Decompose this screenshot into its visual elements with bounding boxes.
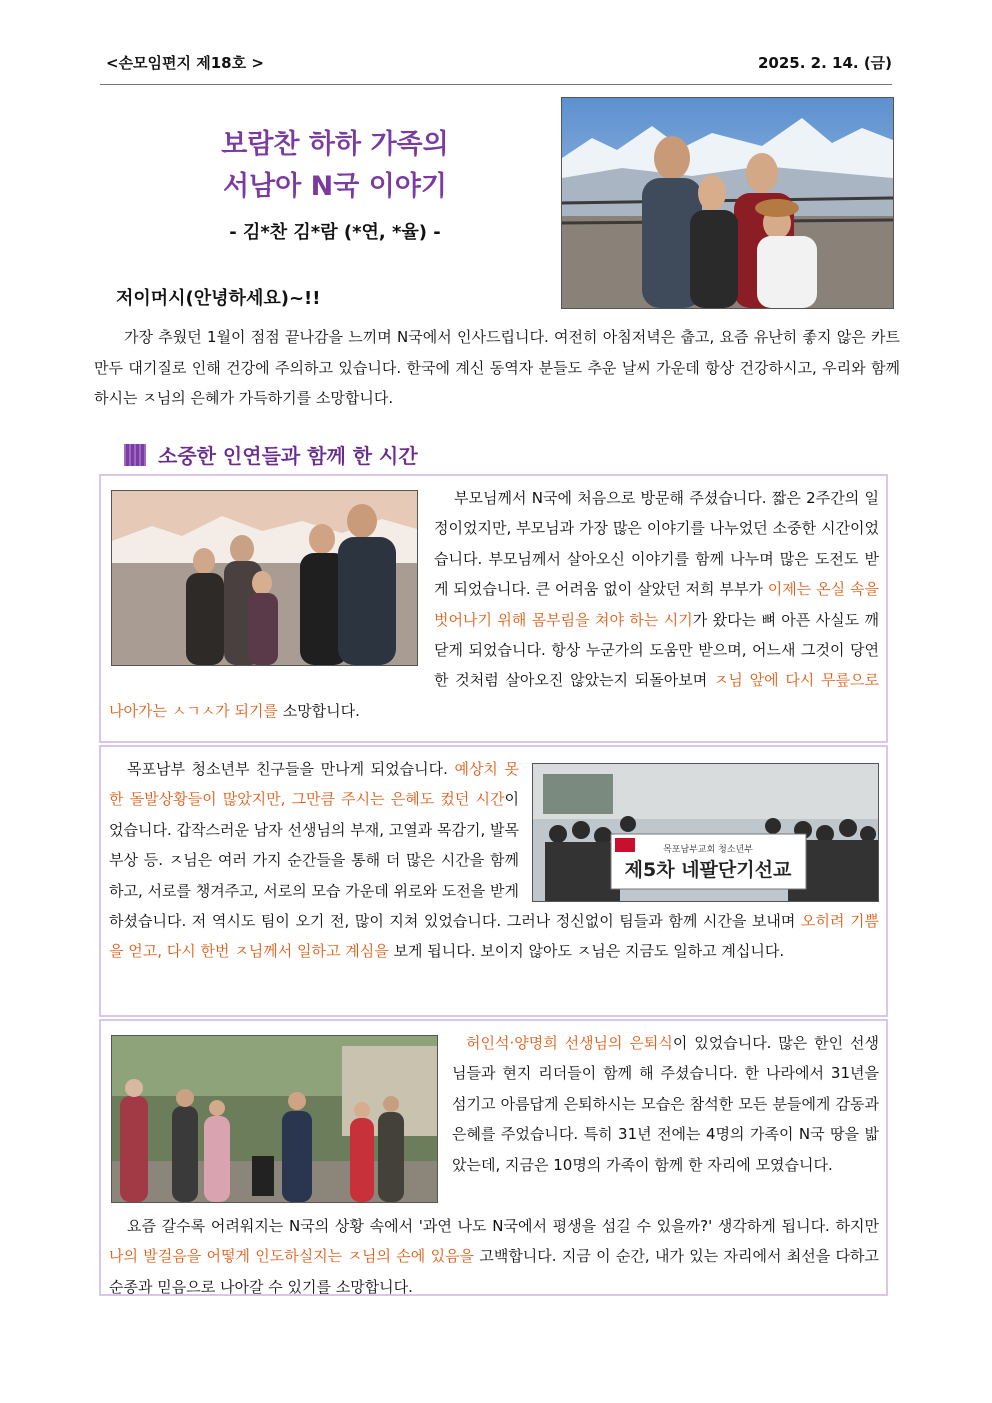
parents-story-text xyxy=(109,483,879,726)
parents-highlight-2: ㅈ님 앞에 다시 무릎으로 나아가는 ㅅㄱㅅ가 되기를 xyxy=(109,671,879,720)
banner-big-text: 제5차 네팔단기선교 xyxy=(624,859,792,881)
title-line-1: 보람찬 하하 가족의 xyxy=(221,129,449,160)
youth-highlight-2: 오히려 기쁨을 얻고, 다시 한번 ㅈ님께서 일하고 계심을 xyxy=(109,912,880,961)
youth-text-b: 이었습니다. 갑작스러운 남자 선생님의 부재, 고열과 목감기, 발목부상 등. ㅈ님은 여러 가지 순간들을 통해 더 많은 시간을 함께 하고, 서로를 챙겨주고, 서로의 모습 가운데 위로와 도전을 받게 하셨습니다. 저 역시도 팀이 오기 전, 많이 지쳐 있었습니다. 그러나 정신없이 팀들과 함께 시간을 보내며 xyxy=(109,790,801,931)
section-marker-icon xyxy=(124,444,146,466)
story-box-retirement xyxy=(99,1019,888,1296)
closing-text-b: 고백합니다. 지금 이 순간, 내가 있는 자리에서 최선을 다하고 순종과 믿음으로 나아갈 수 있기를 소망합니다. xyxy=(109,1247,879,1296)
retirement-text-a: 이 있었습니다. 많은 한인 선생님들과 현지 리더들이 함께 해 주셨습니다. 한 나라에서 31년을 섬기고 아름답게 은퇴하시는 모습은 참석한 모든 분들에게 감동과 은혜를 주었습니다. 특히 31년 전에는 4명의 가족이 N국 땅을 밟았는데, 지금은 10명의 가족이 함께 한 자리에 모였습니다. xyxy=(452,1034,879,1174)
closing-text-a: 요즘 갈수록 어려워지는 N국의 상황 속에서 '과연 나도 N국에서 평생을 섬길 수 있을까?' 생각하게 됩니다. 하지만 xyxy=(127,1217,879,1235)
newsletter-date: 2025. 2. 14. (금) xyxy=(758,54,893,72)
photo-spacer xyxy=(527,754,879,902)
family-photo-illustration xyxy=(562,98,893,308)
section-heading-text: 소중한 인연들과 함께 한 시간 xyxy=(158,444,418,468)
newsletter-number: <손모임편지 제18호 > xyxy=(106,54,264,72)
youth-story-text xyxy=(109,754,879,967)
parents-text-c: 소망합니다. xyxy=(277,701,360,720)
retirement-highlight-1: 허인석·양명희 선생님의 은퇴식 xyxy=(466,1034,673,1052)
intro-paragraph: 가장 추웠던 1월이 점점 끝나감을 느끼며 N국에서 인사드립니다. 여전히 아침저녁은 춥고, 요즘 유난히 좋지 않은 카트만두 대기질로 인해 건강에 주의하고 있습니다. 한국에 계신 동역자 분들도 추운 날씨 가운데 항상 건강하시고, 우리와 함께 하시는 ㅈ님의 은혜가 가득하기를 소망합니다. xyxy=(94,328,900,407)
author-line: - 김*찬 김*람 (*연, *율) - xyxy=(229,222,441,243)
retirement-story-text xyxy=(109,1028,879,1302)
closing-highlight-1: 나의 발걸음을 어떻게 인도하실지는 ㅈ님의 손에 있음을 xyxy=(109,1247,475,1266)
greeting: 저이머시(안녕하세요)~!! xyxy=(116,288,321,309)
story-box-youth xyxy=(99,745,888,1017)
photo-spacer xyxy=(109,1028,444,1211)
parents-text-a: 부모님께서 N국에 처음으로 방문해 주셨습니다. 짧은 2주간의 일정이었지만, 부모님과 가장 많은 이야기를 나누었던 소중한 시간이었습니다. 부모님께서 살아오신 이야기를 함께 나누며 많은 도전도 받게 되었습니다. 큰 어려움 없이 살았던 저희 부부가 xyxy=(434,489,879,599)
youth-highlight-1: 예상치 못한 돌발상황들이 많았지만, 그만큼 주시는 은혜도 컸던 시간 xyxy=(109,760,519,809)
title-line-2: 서남아 N국 이야기 xyxy=(223,171,447,202)
banner-small-text: 목포남부교회 청소년부 xyxy=(663,845,753,855)
photo-spacer xyxy=(109,483,424,666)
youth-text-a: 목포남부 청소년부 친구들을 만나게 되었습니다. xyxy=(127,760,455,778)
header-divider xyxy=(100,84,892,85)
family-photo-mountains xyxy=(561,97,894,309)
parents-text-b: 가 왔다는 뼈 아픈 사실도 깨닫게 되었습니다. 항상 누군가의 도움만 받으며, 어느새 그것이 당연한 것처럼 살아오진 않았는지 되돌아보며 xyxy=(434,610,880,690)
section-heading xyxy=(124,440,418,469)
youth-text-c: 보게 됩니다. 보이지 않아도 ㅈ님은 지금도 일하고 계십니다. xyxy=(388,942,785,961)
closing-paragraph xyxy=(109,1211,879,1302)
story-box-parents xyxy=(99,474,888,743)
parents-highlight-1: 이제는 온실 속을 벗어나기 위해 몸부림을 쳐야 하는 시기 xyxy=(434,580,879,629)
